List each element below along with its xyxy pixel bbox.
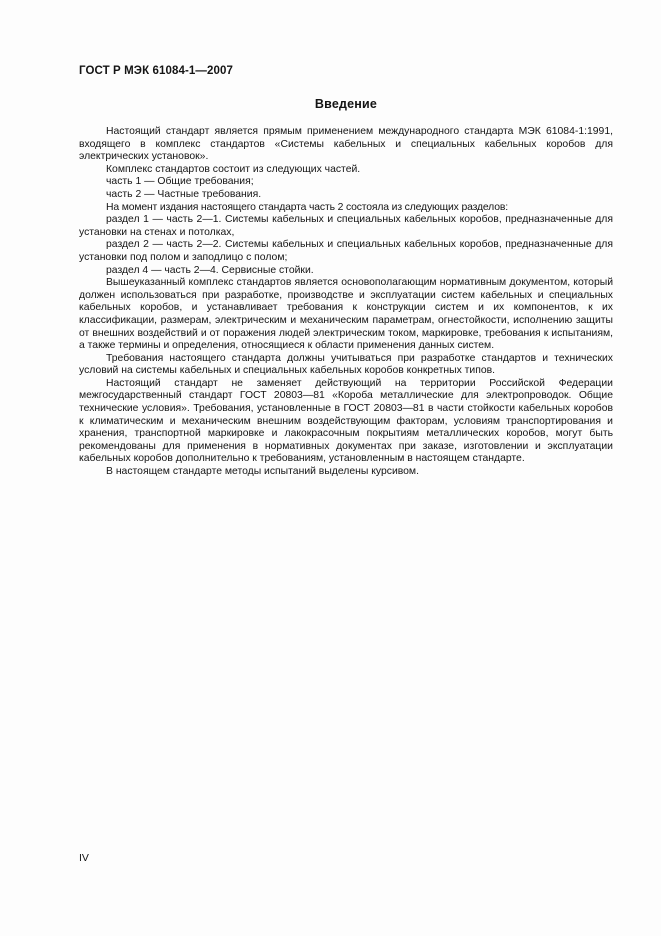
paragraph-section-2: раздел 2 — часть 2—2. Системы кабельных и специальных кабельных коробов, предназначенные для установки под полом и заподлицо с полом;	[79, 239, 613, 263]
paragraph-part-1: часть 1 — Общие требования;	[106, 176, 254, 188]
page-number: IV	[79, 852, 89, 864]
paragraph-section-1: раздел 1 — часть 2—1. Системы кабельных и специальных кабельных коробов, предназначенные для установки на стенах и потолках,	[79, 214, 613, 238]
paragraph-part-2: часть 2 — Частные требования.	[106, 188, 262, 200]
paragraph-requirements-usage: Требования настоящего стандарта должны учитываться при разработке стандартов и технических условий на системы кабельных и специальных кабельных коробов конкретных типов.	[79, 352, 613, 377]
document-code-header: ГОСТ Р МЭК 61084-1—2007	[79, 65, 233, 77]
paragraph-complex-parts-intro: Комплекс стандартов состоит из следующих частей.	[106, 163, 361, 175]
paragraph-standard-relation: Настоящий стандарт является прямым применением международного стандарта МЭК 61084-1:1991, входящего в комплекс стандартов «Системы кабельных и специальных кабельных коробов для электрических установок».	[79, 126, 613, 163]
paragraph-gost-relation: Настоящий стандарт не заменяет действующий на территории Российской Федерации межгосударственный стандарт ГОСТ 20803—81 «Короба металлические для электропроводок. Общие технические условия». Требования, установленные в ГОСТ 20803—81 в части стойкости кабельных коробов к климатическим и механическим внешним воздействующим факторам, условиям транспортирования и хранения, транспортной маркировке и лакокрасочным покрытиям металлических коробов, могут быть рекомендованы для применения в нормативных документах при заказе, изготовлении и эксплуатации кабельных коробов дополнительно к требованиям, установленным в настоящем стандарте.	[79, 377, 613, 465]
paragraph-sections-intro: На момент издания настоящего стандарта часть 2 состояла из следующих разделов:	[106, 201, 508, 213]
paragraph-section-4: раздел 4 — часть 2—4. Сервисные стойки.	[106, 264, 314, 276]
paragraph-test-methods-note: В настоящем стандарте методы испытаний выделены курсивом.	[106, 466, 419, 478]
body-text	[79, 126, 613, 479]
paragraph-complex-scope: Вышеуказанный комплекс стандартов является основополагающим нормативным документом, который должен использоваться при разработке, производстве и эксплуатации систем кабельных и специальных кабельных коробов, и устанавливает требования к конструкции систем и их компонентов, к их классификации, размерам, электрическим и механическим параметрам, огнестойкости, исполнению защиты от внешних воздействий и от поражения людей электрическим током, маркировке, требования к испытаниям, а также термины и определения, относящиеся к области применения данных систем.	[79, 277, 613, 352]
section-title: Введение	[314, 97, 378, 111]
